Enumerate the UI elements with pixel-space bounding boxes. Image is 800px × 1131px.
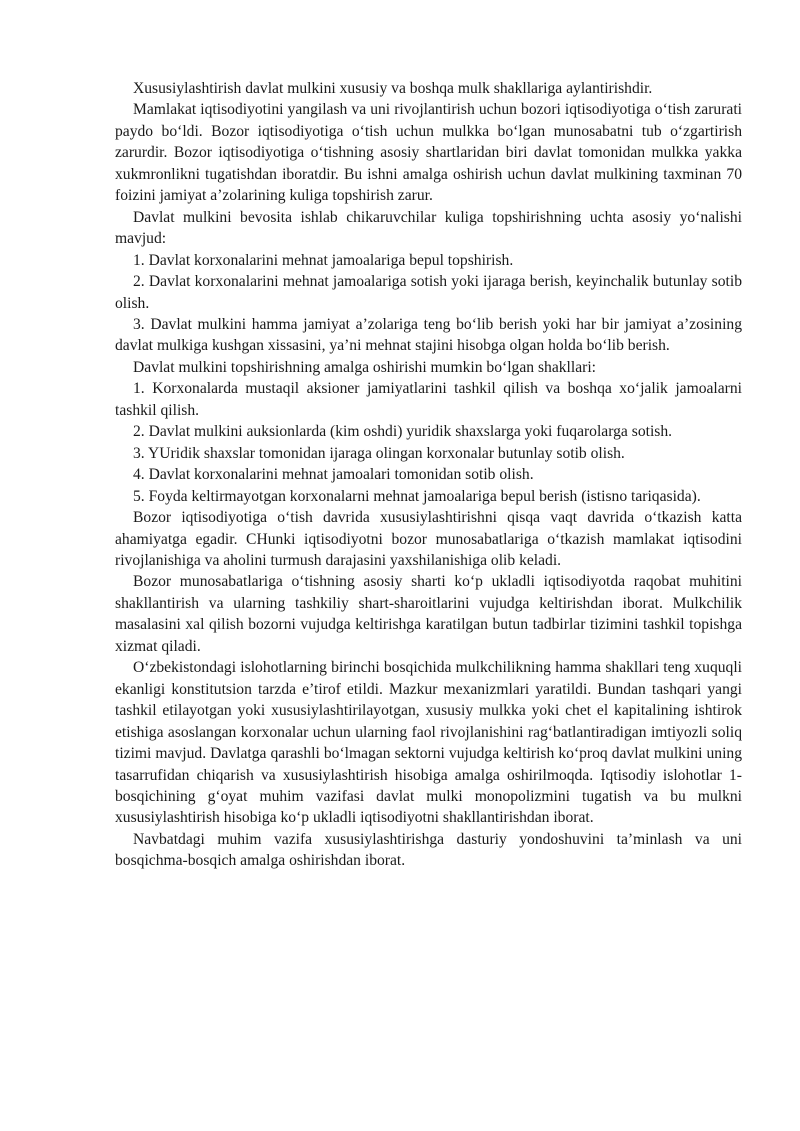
paragraph-competition: Bozor munosabatlariga o‘tishning asosiy sharti ko‘p ukladli iqtisodiyotda raqobat muhitini shakllantirish va ularning tashkiliy shart-sharoitlarini vujudga keltirishdan iborat. Mulkchilik masalasini xal qilish bozorni vujudga keltirishga karatilgan butun tadbirlar tizimini tashkil topishga xizmat qiladi. (115, 573, 742, 655)
list-item-form-2: 2. Davlat mulkini auksionlarda (kim oshdi) yuridik shaxslarga yoki fuqarolarga sotish. (133, 423, 673, 441)
paragraph-three-directions-intro: Davlat mulkini bevosita ishlab chikaruvchilar kuliga topshirishning uchta asosiy yo‘nalishi mavjud: (115, 208, 742, 248)
paragraph-definition: Xususiylashtirish davlat mulkini xususiy va boshqa mulk shakllariga aylantirishdir. (133, 80, 653, 97)
list-item-form-4: 4. Davlat korxonalarini mehnat jamoalari tomonidan sotib olish. (133, 466, 534, 484)
list-item-direction-1: 1. Davlat korxonalarini mehnat jamoalariga bepul topshirish. (133, 251, 514, 269)
paragraph-market-transition: Mamlakat iqtisodiyotini yangilash va uni rivojlantirish uchun bozori iqtisodiyotiga o‘tish zarurati paydo bo‘ldi. Bozor iqtisodiyotiga o‘tish uchun mulkka bo‘lgan munosabatni tub o‘zgartirish zarurdir. Bozor iqtisodiyotiga o‘tishning asosiy shartlaridan biri davlat tomonidan mulkka yakka xukmronlikni tugatishdan iboratdir. Bu ishni amalga oshirish uchun davlat mulkining taxminan 70 foizini jamiyat a’zolarining kuliga topshirish zarur. (115, 101, 742, 205)
list-item-form-1: 1. Korxonalarda mustaqil aksioner jamiyatlarini tashkil qilish va boshqa xo‘jalik jamoalarni tashkil qilish. (115, 380, 742, 419)
paragraph-forms-intro: Davlat mulkini topshirishning amalga oshirishi mumkin bo‘lgan shakllari: (133, 358, 596, 376)
list-item-direction-2: 2. Davlat korxonalarini mehnat jamoalariga sotish yoki ijaraga berish, keyinchalik butunlay sotib olish. (115, 273, 742, 312)
paragraph-next-task: Navbatdagi muhim vazifa xususiylashtirishga dasturiy yondoshuvini ta’minlash va uni bosqichma-bosqich amalga oshirishdan iborat. (115, 830, 742, 870)
document-page (115, 78, 742, 872)
list-item-direction-3: 3. Davlat mulkini hamma jamiyat a’zolariga teng bo‘lib berish yoki har bir jamiyat a’zosining davlat mulkiga kushgan xissasini, ya’ni mehnat stajini hisobga olgan holda bo‘lib berish. (115, 315, 742, 355)
paragraph-uzbekistan-reforms: O‘zbekistondagi islohotlarning birinchi bosqichida mulkchilikning hamma shakllari teng xuquqli ekanligi konstitutsion tarzda e’tirof etildi. Mazkur mexanizmlari yaratildi. Bundan tashqari yangi tashkil etilayotgan yoki xususiylashtirilayotgan, xususiy mulkka yoki chet el kapitalining ishtirok etishiga asoslangan korxonalar uchun ularning faol rivojlanishini rag‘batlantiradigan imtiyozli soliq tizimi mavjud. Davlatga qarashli bo‘lmagan sektorni vujudga keltirish ko‘proq davlat mulkini uning tasarrufidan chiqarish va xususiylashtirish hisobiga amalga oshirilmoqda. Iqtisodiy islohotlar 1-bosqichining g‘oyat muhim vazifasi davlat mulki monopolizmini tugatish va bu mulkni xususiylashtirish hisobiga ko‘p ukladli iqtisodiyotni shakllantirishdan iborat. (115, 659, 742, 827)
list-item-form-5: 5. Foyda keltirmayotgan korxonalarni mehnat jamoalariga bepul berish (istisno tariqasida). (133, 487, 701, 505)
paragraph-importance: Bozor iqtisodiyotiga o‘tish davrida xususiylashtirishni qisqa vaqt davrida o‘tkazish katta ahamiyatga egadir. CHunki iqtisodiyotni bozor munosabatlariga o‘tkazish mamlakat iqtisodini rivojlanishiga va aholini turmush darajasini yaxshilanishiga olib keladi. (115, 509, 742, 569)
list-item-form-3: 3. YUridik shaxslar tomonidan ijaraga olingan korxonalar butunlay sotib olish. (133, 444, 625, 462)
